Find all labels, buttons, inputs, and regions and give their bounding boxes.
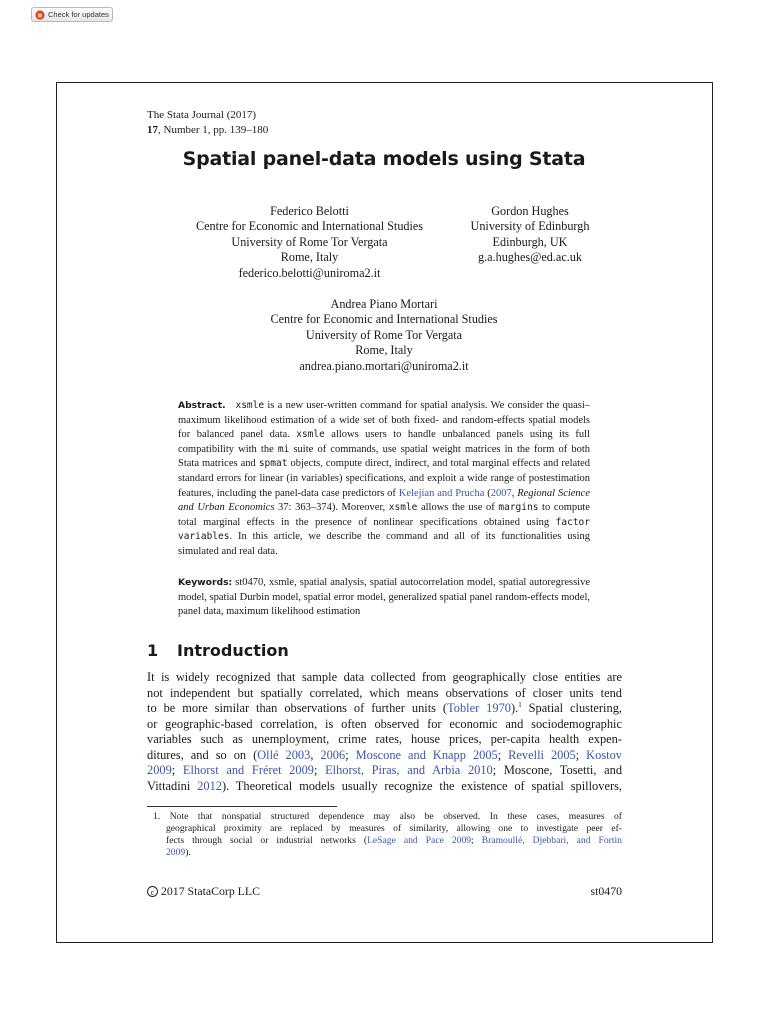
author-email[interactable]: g.a.hughes@ed.ac.uk: [478, 250, 582, 265]
author-name: Andrea Piano Mortari: [330, 297, 438, 311]
code-mi: mi: [277, 443, 290, 455]
footnote-text: ;: [471, 834, 482, 846]
body-text: ,: [310, 747, 321, 762]
body-line: [147, 763, 622, 779]
journal-issue-pages: , Number 1, pp. 139–180: [158, 123, 269, 136]
abstract-text: allows the use of: [417, 502, 499, 514]
author-block: [168, 204, 451, 281]
copyright-text: 2017 StataCorp LLC: [161, 884, 260, 898]
citation-link[interactable]: 2012: [197, 778, 222, 793]
citation-link[interactable]: LeSage and Pace 2009: [367, 834, 472, 846]
keywords-label: Keywords:: [178, 577, 233, 588]
author-affiliation: Centre for Economic and International Studies: [195, 219, 424, 234]
code-spmat: spmat: [258, 458, 288, 470]
footnote-line: [153, 835, 622, 847]
body-text: ;: [497, 747, 509, 762]
footnote-text: fects through social or industrial networks (: [166, 834, 368, 846]
abstract: [178, 399, 590, 560]
abstract-text: . In this article, we describe the command and all of its functionalities using simulated and real data.: [178, 531, 590, 557]
footnote-text: ).: [185, 846, 191, 858]
citation-link[interactable]: Elhorst, Piras, and Arbia 2010: [325, 763, 493, 778]
author-institution: University of Rome Tor Vergata: [305, 327, 463, 342]
citation-link[interactable]: 2009: [166, 846, 186, 858]
copyright-icon: c: [147, 886, 158, 897]
section-number: 1: [147, 641, 159, 660]
citation-link[interactable]: 2006: [320, 747, 346, 762]
body-line: or geographic-based correlation, is often observed for economic and sociodemographic: [147, 716, 622, 731]
intro-paragraph: [147, 670, 622, 794]
journal-issue: [147, 123, 268, 138]
author-email[interactable]: andrea.piano.mortari@uniroma2.it: [299, 358, 469, 373]
body-text: ;: [171, 763, 183, 778]
body-text: Spatial clustering,: [521, 701, 622, 716]
body-text: to be more similar than observations of further units (: [147, 701, 448, 716]
author-email[interactable]: federico.belotti@uniroma2.it: [238, 265, 381, 280]
footnote-line: [153, 847, 622, 859]
author-institution: Edinburgh, UK: [492, 234, 568, 249]
author-affiliation: Centre for Economic and International Studies: [270, 312, 498, 327]
abstract-text: (: [484, 487, 491, 499]
footnote-line: geographical proximity are replaced by measures of similarity, allowing one to investigate peer ef-: [166, 822, 622, 834]
journal-name: The Stata Journal (2017): [147, 109, 257, 121]
body-text: ).: [510, 701, 519, 716]
abstract-text: ,: [511, 487, 518, 499]
abstract-text: to compute total marginal effects in the presence of nonlinear specifications obtained using: [178, 502, 590, 528]
abstract-label: Abstract.: [178, 400, 226, 411]
citation-link[interactable]: Elhorst and Fréret 2009: [182, 763, 314, 778]
citation-link[interactable]: Bramoullé, Djebbari, and Fortin: [481, 834, 622, 846]
footnote-rule: [147, 806, 337, 807]
footnote-line: [153, 811, 622, 823]
body-text: ditures, and so on (: [147, 747, 258, 762]
author-block: [455, 204, 605, 266]
body-text: ;: [345, 747, 356, 762]
body-line: [147, 779, 622, 795]
abstract-text: suite of commands, use spatial weight matrices in the form of both Stata matrices and: [178, 443, 590, 470]
author-name: Federico Belotti: [270, 204, 349, 218]
body-text: Vittadini: [147, 778, 198, 793]
code-xsmle: xsmle: [388, 502, 418, 514]
body-line: [147, 701, 622, 717]
citation-link[interactable]: 2007: [490, 487, 512, 499]
code-margins: margins: [498, 502, 539, 514]
journal-header: [147, 108, 268, 137]
body-text: ;: [575, 747, 587, 762]
author-name: Gordon Hughes: [491, 204, 569, 218]
keywords: [178, 576, 590, 620]
author-location: Rome, Italy: [280, 250, 339, 265]
body-text: ;: [313, 763, 326, 778]
citation-link[interactable]: 2009: [147, 763, 172, 778]
article-title: Spatial panel-data models using Stata: [182, 148, 586, 170]
body-text: ; Moscone, Tosetti, and: [492, 763, 623, 778]
abstract-text: is a new user-written command for spatial analysis. We consider the quasi–maximum likelihood estimation of a wide set of both fixed- and random-effects spatial models for balanced panel data.: [178, 400, 591, 441]
citation-link[interactable]: Ollé 2003: [257, 747, 311, 762]
author-block: [200, 297, 568, 374]
footer-copyright: [147, 884, 260, 899]
body-line: not independent but spatially correlated, which means observations of closer units tend: [147, 685, 622, 700]
keywords-text: st0470, xsmle, spatial analysis, spatial autocorrelation model, spatial autoregressive model, spatial Durbin model, spatial error model, generalized spatial panel random-effects model, panel data, maximum likelihood estimation: [178, 577, 590, 618]
abstract-text: objects, compute direct, indirect, and total marginal effects and related standard errors for linear (in variables) specifications, and exploit a wide range of postestimation features, including the panel-data case predictors of: [178, 458, 590, 499]
section-heading: [147, 641, 289, 660]
body-line: variables such as unemployment, crime rates, house prices, per-capita health expen-: [147, 732, 622, 747]
citation-link[interactable]: Tobler 1970: [447, 701, 511, 716]
body-line: It is widely recognized that sample data collected from geographically close entities are: [147, 670, 622, 684]
abstract-text: allows users to handle unbalanced panels using its full compatibility with the: [178, 429, 590, 455]
footnote-marker[interactable]: 1: [518, 701, 522, 710]
crossmark-icon: [35, 10, 45, 20]
citation-link[interactable]: Kelejian and Prucha: [398, 487, 485, 499]
citation-link[interactable]: Revelli 2005: [508, 747, 576, 762]
footnote: [153, 811, 622, 859]
code-factor-variables: factor variables: [178, 516, 590, 543]
journal-italic: Regional Science and Urban Economics: [178, 487, 591, 514]
journal-volume: 17: [147, 123, 158, 136]
section-title: Introduction: [177, 641, 289, 660]
body-line: [147, 748, 622, 764]
citation-link[interactable]: Kostov: [586, 747, 622, 762]
footer-article-code: st0470: [590, 884, 622, 898]
check-for-updates-badge[interactable]: [31, 7, 113, 22]
footnote-number: 1.: [153, 811, 161, 822]
footnote-text: Note that nonspatial structured dependence may also be observed. In these cases, measures of: [160, 811, 622, 822]
author-affiliation: University of Edinburgh: [470, 219, 590, 234]
author-location: Rome, Italy: [355, 343, 413, 358]
author-institution: University of Rome Tor Vergata: [231, 234, 388, 249]
code-xsmle: xsmle: [235, 400, 265, 411]
body-text: ). Theoretical models usually recognize the existence of spatial spillovers,: [221, 778, 622, 793]
abstract-text: 37: 363–374). Moreover,: [274, 502, 389, 514]
code-xsmle: xsmle: [296, 429, 325, 441]
check-for-updates-label: Check for updates: [48, 10, 109, 19]
citation-link[interactable]: Moscone and Knapp 2005: [355, 747, 498, 762]
